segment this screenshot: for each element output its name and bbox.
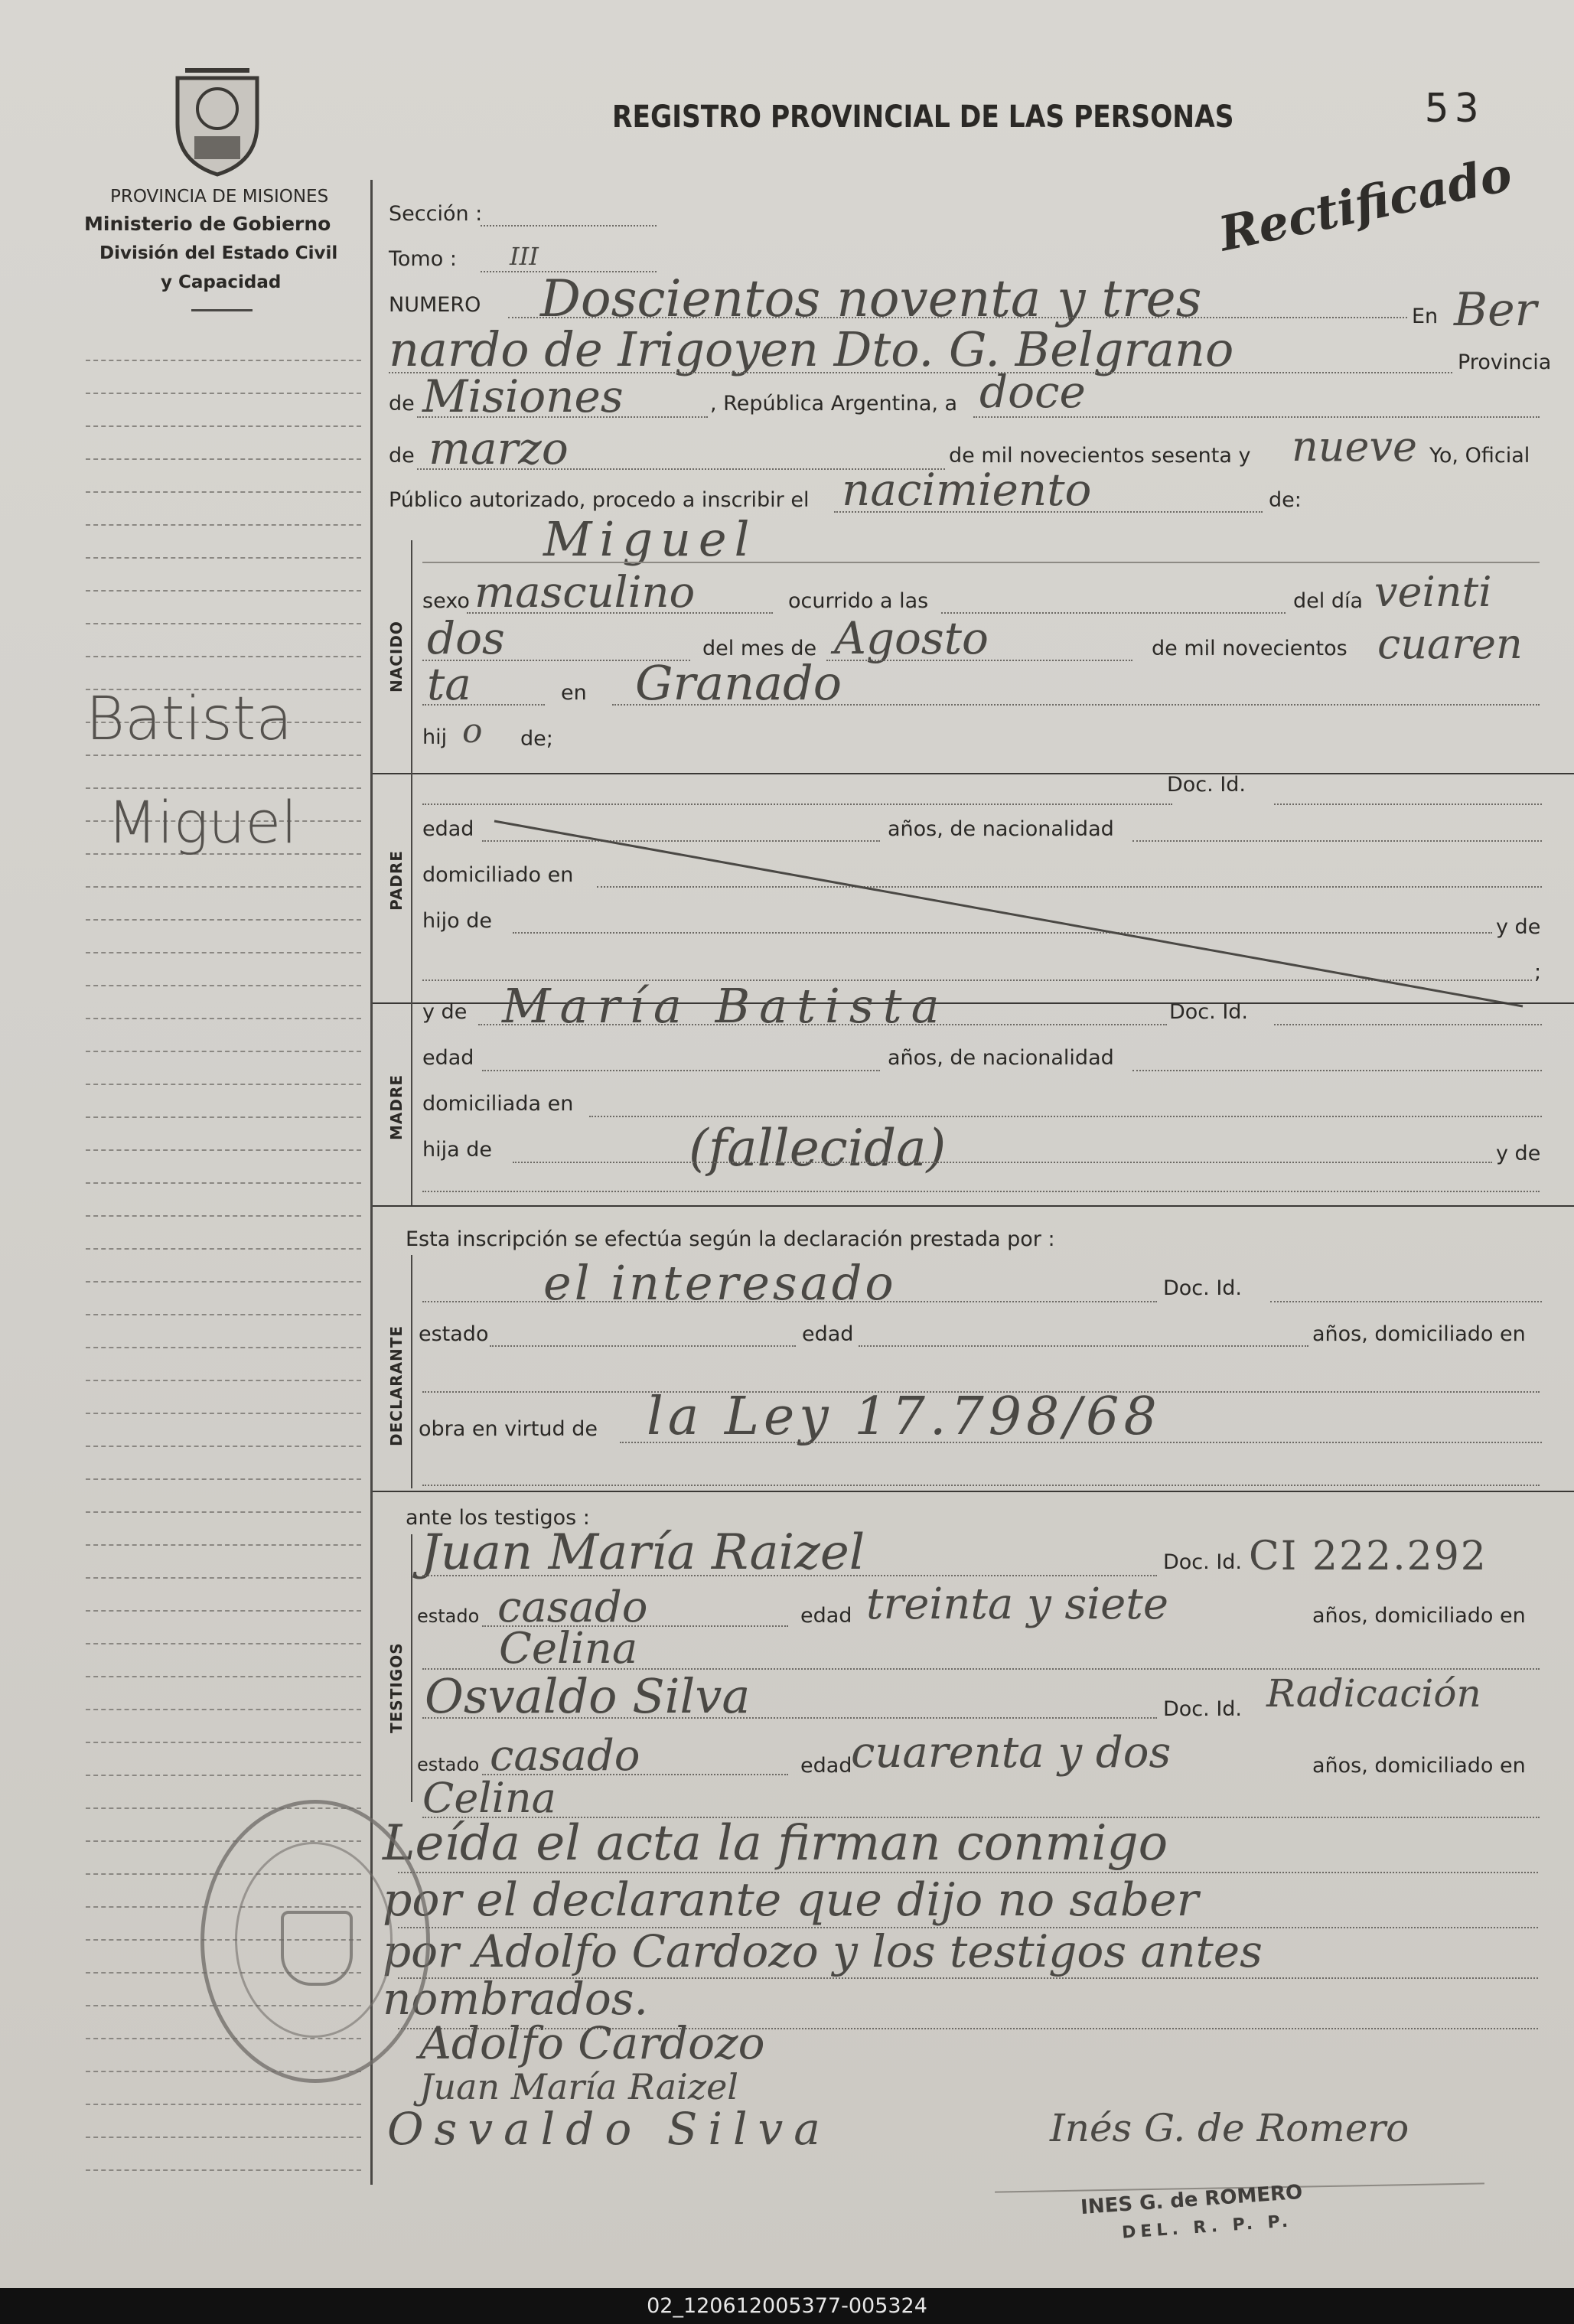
testigo1-name-line bbox=[422, 1575, 1157, 1576]
testigo1-domicilio-label: años, domiciliado en bbox=[1312, 1604, 1526, 1628]
hijo-de-label: de; bbox=[520, 727, 553, 751]
sidebar-rule-line bbox=[86, 1084, 361, 1085]
declarante-value: el interesado bbox=[543, 1255, 897, 1311]
madre-y-de-label: y de bbox=[422, 1000, 468, 1024]
sidebar-rule-line bbox=[86, 1709, 361, 1710]
declarante-estado-line bbox=[490, 1345, 796, 1347]
sidebar-rule-line bbox=[86, 590, 361, 592]
madre-nombre: María Batista bbox=[502, 978, 949, 1034]
document-title: REGISTRO PROVINCIAL DE LAS PERSONAS bbox=[612, 99, 1234, 135]
sidebar-rule-line bbox=[86, 557, 361, 559]
signature-romero: Inés G. de Romero bbox=[1050, 2106, 1409, 2150]
declarante-estado-label: estado bbox=[419, 1322, 489, 1346]
mes-value: marzo bbox=[429, 422, 569, 474]
testigos-intro: ante los testigos : bbox=[406, 1506, 590, 1530]
page-number: 53 bbox=[1425, 86, 1485, 132]
nacido-nombre: Miguel bbox=[543, 511, 758, 567]
madre-y-de-label-2: y de bbox=[1496, 1142, 1541, 1165]
official-round-stamp-icon bbox=[200, 1800, 430, 2083]
de-label-2: de bbox=[389, 444, 415, 468]
lugar-line bbox=[612, 704, 1540, 706]
padre-vrule bbox=[411, 773, 412, 1002]
publico-label: Público autorizado, procedo a inscribir el bbox=[389, 488, 810, 512]
sidebar-rule-line bbox=[86, 393, 361, 394]
declarante-edad-label: edad bbox=[802, 1322, 854, 1346]
de-colon-label: de: bbox=[1269, 488, 1302, 512]
declarante-virtud-label: obra en virtud de bbox=[419, 1417, 598, 1441]
nombre-line bbox=[422, 562, 1540, 563]
dia-value-1: veinti bbox=[1374, 568, 1492, 616]
declarante-edad-line bbox=[859, 1345, 1308, 1347]
tomo-label: Tomo : bbox=[389, 247, 457, 271]
provincia-line bbox=[417, 416, 708, 418]
acto-value: nacimiento bbox=[842, 464, 1092, 516]
sidebar-rule-line bbox=[86, 1281, 361, 1283]
sidebar-rule-line bbox=[86, 886, 361, 888]
testigo2-doc: Radicación bbox=[1266, 1671, 1481, 1716]
declarante-section-label: DECLARANTE bbox=[387, 1325, 406, 1446]
signature-silva: Osvaldo Silva bbox=[387, 2103, 831, 2155]
anio-value-2: ta bbox=[427, 658, 471, 710]
padre-doc-line bbox=[1274, 803, 1542, 805]
oficial-label: Yo, Oficial bbox=[1429, 444, 1530, 468]
testigo1-estado: casado bbox=[497, 1582, 648, 1632]
republica-label: , República Argentina, a bbox=[710, 392, 958, 416]
testigo1-edad: treinta y siete bbox=[866, 1579, 1168, 1629]
sidebar-rule-line bbox=[86, 1643, 361, 1644]
declarante-virtud-value: la Ley 17.798/68 bbox=[647, 1387, 1162, 1447]
place-value: nardo de Irigoyen Dto. G. Belgrano bbox=[389, 321, 1234, 377]
provincia-value: Misiones bbox=[422, 370, 624, 422]
testigo2-edad-label: edad bbox=[800, 1754, 852, 1778]
testigo1-doc-label: Doc. Id. bbox=[1163, 1550, 1243, 1574]
tomo-value: III bbox=[510, 242, 539, 271]
padre-name-line bbox=[422, 803, 1172, 805]
madre-domicilio-label: domiciliada en bbox=[422, 1092, 574, 1116]
numero-line bbox=[508, 317, 1407, 318]
nacido-mil-label: de mil novecientos bbox=[1152, 637, 1348, 660]
madre-line-5 bbox=[422, 1191, 1540, 1192]
testigo1-domicilio: Celina bbox=[499, 1624, 638, 1674]
testigo1-edad-label: edad bbox=[800, 1604, 852, 1628]
madre-domicilio-line bbox=[589, 1116, 1542, 1117]
anio-line bbox=[422, 704, 545, 706]
madre-hija-de-line bbox=[513, 1162, 1492, 1163]
testigo1-name: Juan María Raizel bbox=[421, 1524, 865, 1581]
mes-label: del mes de bbox=[702, 637, 817, 660]
hora-line bbox=[941, 612, 1286, 614]
org-division: División del Estado Civil bbox=[99, 243, 338, 263]
declarante-line-5 bbox=[422, 1485, 1540, 1486]
coat-of-arms-seal-icon bbox=[170, 63, 265, 178]
anio-value-1: cuaren bbox=[1377, 620, 1523, 668]
sidebar-surname: Batista bbox=[86, 685, 293, 754]
testigo2-edad: cuarenta y dos bbox=[851, 1728, 1172, 1778]
sexo-line bbox=[467, 612, 773, 614]
sidebar-rule-line bbox=[86, 1544, 361, 1546]
sidebar-rule-line bbox=[86, 1446, 361, 1447]
testigo1-estado-label: estado bbox=[417, 1605, 480, 1627]
sidebar-rule-line bbox=[86, 1248, 361, 1250]
sidebar-rule-line bbox=[86, 458, 361, 460]
org-divider bbox=[191, 309, 253, 311]
declarante-doc-label: Doc. Id. bbox=[1163, 1276, 1243, 1300]
sidebar-rule-line bbox=[86, 755, 361, 756]
sidebar-rule-line bbox=[86, 1116, 361, 1118]
sidebar-rule-line bbox=[86, 656, 361, 657]
day-line bbox=[973, 416, 1540, 418]
sidebar-rule-line bbox=[86, 1051, 361, 1052]
madre-doc-label: Doc. Id. bbox=[1169, 1000, 1249, 1024]
nacido-en-label: en bbox=[561, 681, 587, 705]
signature-raizel: Juan María Raizel bbox=[419, 2066, 739, 2107]
sidebar-rule-line bbox=[86, 1478, 361, 1480]
sidebar-rule-line bbox=[86, 1314, 361, 1315]
declarante-domicilio-label: años, domiciliado en bbox=[1312, 1322, 1526, 1346]
acto-line bbox=[834, 511, 1263, 513]
sidebar-rule-line bbox=[86, 1215, 361, 1217]
year-value: nueve bbox=[1292, 422, 1417, 471]
madre-nombre-line bbox=[478, 1024, 1167, 1025]
officer-stamp-name: INES G. de ROMERO bbox=[1080, 2180, 1304, 2220]
padre-semicolon: ; bbox=[1534, 960, 1542, 984]
sidebar-rule-line bbox=[86, 1149, 361, 1151]
sidebar-rule-line bbox=[86, 1610, 361, 1612]
testigos-vrule bbox=[411, 1534, 412, 1802]
padre-edad-label: edad bbox=[422, 817, 474, 841]
sidebar-rule-line bbox=[86, 1775, 361, 1776]
org-ministry: Ministerio de Gobierno bbox=[84, 213, 331, 235]
nacido-mes-value: Agosto bbox=[834, 612, 989, 664]
closing-line-3: por Adolfo Cardozo y los testigos antes bbox=[383, 1925, 1263, 1977]
madre-nac-label: años, de nacionalidad bbox=[888, 1046, 1114, 1070]
sidebar-rule-line bbox=[86, 2137, 361, 2138]
padre-doc-label: Doc. Id. bbox=[1167, 773, 1246, 797]
declarante-virtud-line bbox=[620, 1442, 1542, 1443]
padre-section-label: PADRE bbox=[387, 850, 406, 911]
nacido-bottom-rule bbox=[373, 773, 1574, 774]
sidebar-rule-line bbox=[86, 623, 361, 624]
testigo2-domicilio-label: años, domiciliado en bbox=[1312, 1754, 1526, 1778]
signature-cardozo: Adolfo Cardozo bbox=[419, 2017, 765, 2069]
sidebar-rule-line bbox=[86, 1347, 361, 1348]
madre-edad-line bbox=[482, 1070, 880, 1071]
seccion-line bbox=[481, 225, 657, 227]
sidebar-rule-line bbox=[86, 2104, 361, 2105]
declarante-doc-line bbox=[1270, 1301, 1542, 1302]
testigo2-domicilio: Celina bbox=[422, 1774, 556, 1822]
sidebar-rule-line bbox=[86, 1182, 361, 1184]
sidebar-rule-line bbox=[86, 1577, 361, 1579]
provincia-label: Provincia bbox=[1458, 350, 1552, 374]
padre-nac-label: años, de nacionalidad bbox=[888, 817, 1114, 841]
testigo2-doc-label: Doc. Id. bbox=[1163, 1697, 1243, 1721]
seccion-label: Sección : bbox=[389, 202, 483, 226]
lugar-value: Granado bbox=[635, 655, 842, 711]
closing-line-4: nombrados. bbox=[383, 1973, 648, 2025]
sidebar-given-name: Miguel bbox=[107, 788, 298, 856]
madre-nac-line bbox=[1132, 1070, 1542, 1071]
sidebar-rule-line bbox=[86, 425, 361, 427]
padre-hijo-de-label: hijo de bbox=[422, 909, 492, 933]
sidebar-rule-line bbox=[86, 1511, 361, 1513]
sidebar-rule-line bbox=[86, 524, 361, 526]
ocurrido-label: ocurrido a las bbox=[788, 589, 929, 613]
declarante-intro: Esta inscripción se efectúa según la declaración prestada por : bbox=[406, 1227, 1055, 1251]
testigo2-estado-label: estado bbox=[417, 1754, 480, 1775]
closing-line-1: Leída el acta la firman conmigo bbox=[383, 1815, 1168, 1872]
de-label: de bbox=[389, 392, 415, 416]
org-province: PROVINCIA DE MISIONES bbox=[110, 187, 329, 207]
numero-value: Doscientos noventa y tres bbox=[540, 269, 1202, 328]
dia-value-2: dos bbox=[427, 612, 505, 664]
sidebar-rule-line bbox=[86, 985, 361, 986]
declarante-bottom-rule bbox=[373, 1491, 1574, 1492]
testigo2-estado: casado bbox=[490, 1731, 640, 1781]
nacido-mes-line bbox=[826, 660, 1132, 661]
hijo-label: hij bbox=[422, 725, 448, 749]
org-capacidad: y Capacidad bbox=[161, 272, 282, 292]
sidebar-rule-line bbox=[86, 491, 361, 493]
testigo2-name: Osvaldo Silva bbox=[425, 1668, 751, 1724]
mil-label: de mil novecientos sesenta y bbox=[949, 444, 1251, 468]
madre-doc-line bbox=[1274, 1024, 1542, 1025]
officer-stamp-title: DEL. R. P. P. bbox=[1121, 2212, 1293, 2243]
madre-vrule bbox=[411, 1002, 412, 1205]
day-value: doce bbox=[979, 366, 1086, 418]
sidebar-rule-line bbox=[86, 2169, 361, 2171]
closing-line-2: por el declarante que dijo no saber bbox=[383, 1873, 1199, 1927]
declarante-vrule bbox=[411, 1255, 412, 1488]
madre-hija-de-value: (fallecida) bbox=[689, 1119, 947, 1178]
sidebar-rule-line bbox=[86, 360, 361, 361]
padre-domicilio-label: domiciliado en bbox=[422, 863, 574, 887]
sexo-value: masculino bbox=[474, 568, 696, 618]
sexo-label: sexo bbox=[422, 589, 470, 613]
en-label: En bbox=[1412, 305, 1439, 328]
sidebar-rule-line bbox=[86, 952, 361, 953]
sidebar-rule-line bbox=[86, 1676, 361, 1677]
madre-hija-de-label: hija de bbox=[422, 1138, 492, 1162]
numero-label: NUMERO bbox=[389, 293, 481, 317]
nacido-vrule bbox=[411, 540, 412, 785]
sidebar-rule-line bbox=[86, 919, 361, 921]
madre-section-label: MADRE bbox=[387, 1074, 406, 1140]
madre-edad-label: edad bbox=[422, 1046, 474, 1070]
testigo1-doc: CI 222.292 bbox=[1249, 1534, 1488, 1579]
declarante-line bbox=[422, 1301, 1157, 1302]
image-id-footer: 02_120612005377-005324 bbox=[0, 2288, 1574, 2324]
del-dia-label: del día bbox=[1293, 589, 1364, 613]
testigos-section-label: TESTIGOS bbox=[387, 1642, 406, 1733]
padre-y-de-label: y de bbox=[1496, 915, 1541, 939]
sidebar-rule-line bbox=[86, 1380, 361, 1381]
sidebar-rule-line bbox=[86, 1413, 361, 1414]
place-start: Ber bbox=[1454, 283, 1537, 337]
madre-bottom-rule bbox=[373, 1205, 1574, 1207]
hijo-value: o bbox=[462, 712, 483, 751]
nacido-section-label: NACIDO bbox=[387, 621, 406, 693]
testigo2-name-line bbox=[422, 1717, 1157, 1719]
rectificado-annotation: Rectificado bbox=[1214, 145, 1517, 262]
sidebar-rule-line bbox=[86, 1018, 361, 1019]
sidebar-rule-line bbox=[86, 1742, 361, 1743]
